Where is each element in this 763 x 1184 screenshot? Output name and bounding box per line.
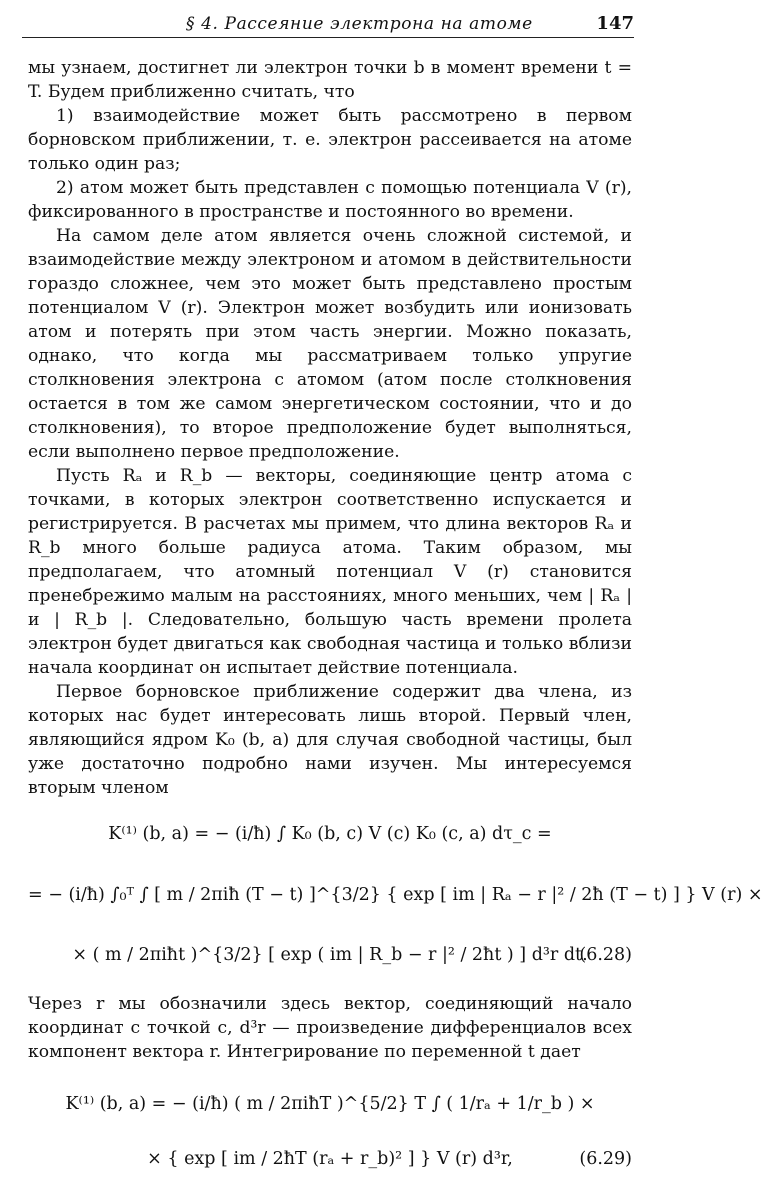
- paragraph-1: мы узнаем, достигнет ли электрон точки b в момент времени t = T. Будем приближенно считать, что: [28, 58, 632, 102]
- equation-6-29-line-1: [28, 1074, 632, 1134]
- running-head-title: § 4. Рассеяние электрона на атоме: [186, 14, 533, 34]
- paragraph-2: 1) взаимодействие может быть рассмотрено в первом борновском приближении, т. е. электрон рассеивается на атоме только один раз;: [28, 106, 632, 174]
- page-number: 147: [596, 13, 634, 34]
- paragraph-6: Первое борновское приближение содержит два члена, из которых нас будет интересовать лишь второй. Первый член, являющийся ядром K₀ (b, a) для случая свободной частицы, был уже достаточно подробно нами изучен. Мы интересуемся вторым членом: [28, 682, 632, 798]
- equation-6-28-line-3: [28, 928, 632, 982]
- equation-6-28-line-2: [28, 862, 763, 928]
- equation-text: = − (i/ħ) ∫₀ᵀ ∫ [ m / 2πiħ (T − t) ]^{3/2} { exp [ im | Rₐ − r |² / 2ħ (T − t) ] } V (r) ×: [28, 885, 763, 905]
- equation-6-28-line-1: [28, 806, 632, 862]
- equation-text: K⁽¹⁾ (b, a) = − (i/ħ) ∫ K₀ (b, c) V (c) K₀ (c, a) dτ_c =: [108, 824, 552, 844]
- paragraph-5: Пусть Rₐ и R_b — векторы, соединяющие центр атома с точками, в которых электрон соответственно испускается и регистрируется. В расчетах мы примем, что длина векторов Rₐ и R_b много больше радиуса атома. Таким образом, мы предполагаем, что атомный потенциал V (r) становится пренебрежимо малым на расстояниях, много меньших, чем | Rₐ | и | R_b |. Следовательно, большую часть времени пролета электрон будет двигаться как свободная частица и только вблизи начала координат он испытает действие потенциала.: [28, 466, 632, 678]
- equation-text: K⁽¹⁾ (b, a) = − (i/ħ) ( m / 2πiħT )^{5/2} T ∫ ( 1/rₐ + 1/r_b ) ×: [65, 1094, 595, 1114]
- body-text: [28, 56, 763, 1184]
- paragraph-4: На самом деле атом является очень сложной системой, и взаимодействие между электроном и атомом в действительности гораздо сложнее, чем это может быть представлено простым потенциалом V (r). Электрон может возбудить или ионизовать атом и потерять при этом часть энергии. Можно показать, однако, что когда мы рассматриваем только упругие столкновения электрона с атомом (атом после столкновения остается в том же самом энергетическом состоянии, что и до столкновения), то второе предположение будет выполняться, если выполнено первое предположение.: [28, 226, 632, 462]
- equation-text: × ( m / 2πiħt )^{3/2} [ exp ( im | R_b − r |² / 2ħt ) ] d³r dt.: [72, 945, 588, 965]
- header-rule: [22, 37, 634, 38]
- equation-text: × { exp [ im / 2ħT (rₐ + r_b)² ] } V (r) d³r,: [147, 1149, 513, 1169]
- equation-6-29-line-2: [28, 1134, 632, 1184]
- equation-number-6-28: (6.28): [579, 945, 632, 965]
- paragraph-3: 2) атом может быть представлен с помощью потенциала V (r), фиксированного в пространстве и постоянного во времени.: [28, 178, 632, 222]
- running-header: [0, 6, 656, 36]
- equation-number-6-29: (6.29): [579, 1149, 632, 1169]
- paragraph-7: Через r мы обозначили здесь вектор, соединяющий начало координат с точкой c, d³r — произведение дифференциалов всех компонент вектора r. Интегрирование по переменной t дает: [28, 994, 632, 1062]
